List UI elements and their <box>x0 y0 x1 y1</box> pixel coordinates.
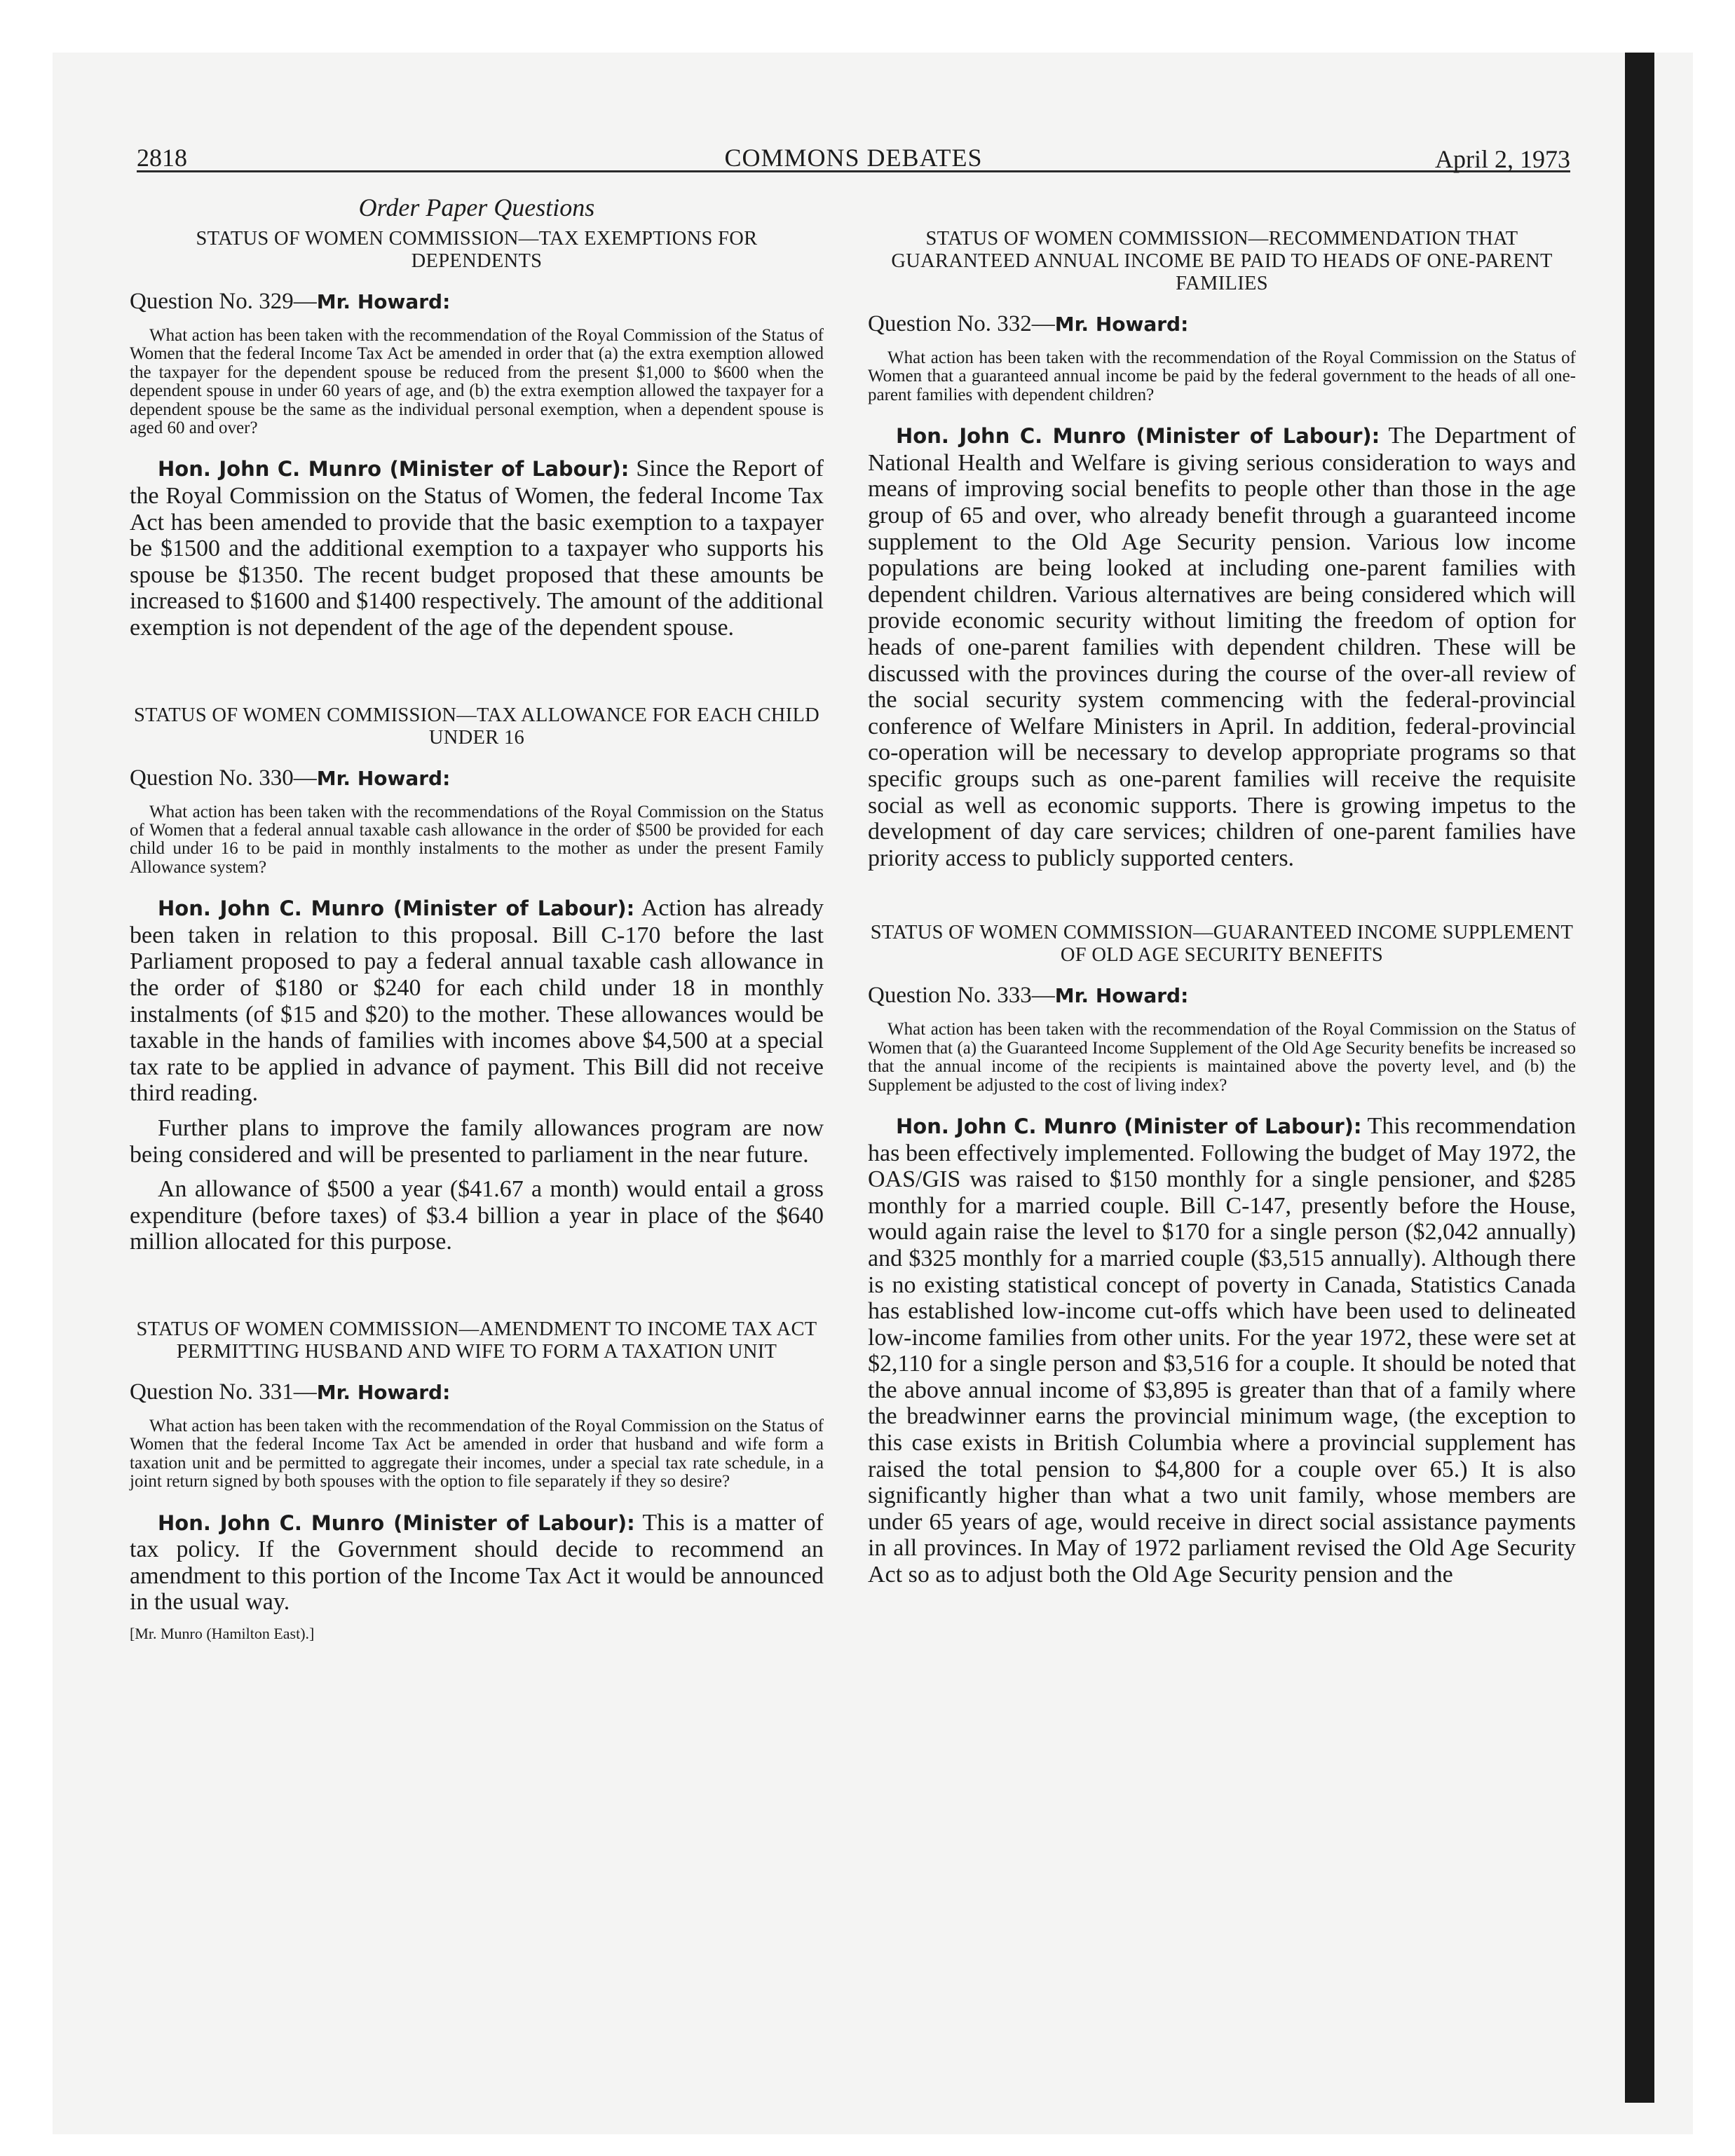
page-number: 2818 <box>137 144 187 172</box>
spacer <box>130 1264 824 1318</box>
answer-333 <box>868 1113 1576 1588</box>
question-331-title: STATUS OF WOMEN COMMISSION—AMENDMENT TO INCOME TAX ACT PERMITTING HUSBAND AND WIFE TO FORM A TAXATION UNIT <box>136 1318 817 1363</box>
spacer <box>868 193 1576 228</box>
questioner-name: Mr. Howard: <box>1054 984 1189 1008</box>
spacer <box>868 880 1576 922</box>
answer-330-paragraph-2: Further plans to improve the family allowances program are now being considered and will be presented to parliament in the near future. <box>130 1114 824 1168</box>
speaker-name: Hon. John C. Munro (Minister of Labour): <box>896 1114 1362 1138</box>
question-number-label: Question No. 330— <box>130 765 317 791</box>
question-329-number <box>130 288 824 315</box>
question-330-number <box>130 765 824 792</box>
answer-330 <box>130 895 824 1107</box>
question-332-title: STATUS OF WOMEN COMMISSION—RECOMMENDATION THAT GUARANTEED ANNUAL INCOME BE PAID TO HEADS OF ONE-PARENT FAMILIES <box>891 228 1553 294</box>
questioner-name: Mr. Howard: <box>316 766 451 790</box>
question-333-text: What action has been taken with the recommendation of the Royal Commission on the Status of Women that (a) the Guaranteed Income Supplement of the Old Age Security benefits be increased so that the annual income of the recipients is maintained above the poverty level, and (b) the Supplement be adjusted to the cost of living index? <box>868 1020 1576 1095</box>
publication-title: COMMONS DEBATES <box>724 144 983 172</box>
questioner-name: Mr. Howard: <box>1054 313 1189 336</box>
answer-331 <box>130 1510 824 1616</box>
question-329-title: STATUS OF WOMEN COMMISSION—TAX EXEMPTIONS FOR DEPENDENTS <box>196 228 758 272</box>
speaker-name: Hon. John C. Munro (Minister of Labour): <box>158 457 630 482</box>
answer-330-paragraph-3: An allowance of $500 a year ($41.67 a month) would entail a gross expenditure (before taxes) of $3.4 billion a year in place of the $640 million allocated for this purpose. <box>130 1176 824 1255</box>
section-heading: Order Paper Questions <box>358 193 595 221</box>
speaker-name: Hon. John C. Munro (Minister of Labour): <box>158 1510 635 1535</box>
question-333-title: STATUS OF WOMEN COMMISSION—GUARANTEED INCOME SUPPLEMENT OF OLD AGE SECURITY BENEFITS <box>870 922 1574 967</box>
page-header <box>137 137 1570 172</box>
answer-331-text: This is a matter of tax policy. If the Government should decide to recommend an amendment to this portion of the Income Tax Act it would be announced in the usual way. <box>130 1509 824 1616</box>
question-330-title: STATUS OF WOMEN COMMISSION—TAX ALLOWANCE FOR EACH CHILD UNDER 16 <box>133 704 820 749</box>
question-333-number <box>868 982 1576 1009</box>
right-column <box>868 193 1576 1597</box>
answer-332 <box>868 423 1576 871</box>
question-332-number <box>868 311 1576 338</box>
question-number-label: Question No. 332— <box>868 311 1055 336</box>
question-332-text: What action has been taken with the recommendation of the Royal Commission on the Status of Women that a guaranteed annual income be paid by the federal government to the heads of all one-parent families with dependent children? <box>868 348 1576 404</box>
left-column <box>130 193 824 1644</box>
spacer <box>130 650 824 704</box>
question-number-label: Question No. 333— <box>868 983 1055 1009</box>
question-number-label: Question No. 329— <box>130 289 317 314</box>
question-331-number <box>130 1379 824 1406</box>
speaker-name: Hon. John C. Munro (Minister of Labour): <box>158 896 635 921</box>
publication-date: April 2, 1973 <box>1435 145 1570 173</box>
answer-333-text: This recommendation has been effectively implemented. Following the budget of May 1972, the OAS/GIS was raised to $150 monthly for a single pensioner, and $285 monthly for a married couple. Bill C-147, presently before the House, would again raise the level to $170 for a single person ($2,042 annually) and $325 monthly for a married couple ($3,515 annually). Although there is no existing statistical concept of poverty in Canada, Statistics Canada has established low-income cut-offs which have been used to delineated low-income families from other units. For the year 1972, these were set at $2,110 for a single person and $3,516 for a couple. It should be noted that the above annual income of $3,895 is greater than that of a family where the breadwinner earns the provincial minimum wage, (the exception to this case exists in British Columbia where a provincial supplement has raised the total pension to $4,800 for a couple over 65.) It is also significantly higher than what a two unit family, whose members are under 65 years of age, would receive in direct social assistance payments in all provinces. In May of 1972 parliament revised the Old Age Security Act so as to adjust both the Old Age Security pension and the <box>868 1112 1576 1588</box>
answer-330-text: Action has already been taken in relation to this proposal. Bill C-170 before the last Parliament proposed to pay a federal annual taxable cash allowance in the order of $180 or $240 for each child under 18 in monthly instalments (of $15 and $20) to the mother. These allowances would be taxable in the hands of families with incomes above $4,500 at a special tax rate to be applied in advance of payment. This Bill did not receive third reading. <box>130 895 824 1107</box>
question-329-text: What action has been taken with the recommendation of the Royal Commission of the Status of Women that the federal Income Tax Act be amended in order that (a) the extra exemption allowed the taxpayer for the dependent spouse be reduced from the present $1,000 to $600 when the dependent spouse in under 60 years of age, and (b) the extra exemption allowed the taxpayer for a dependent spouse be the same as the individual personal exemption, when a dependent spouse is aged 60 and over? <box>130 326 824 438</box>
question-number-label: Question No. 331— <box>130 1379 317 1405</box>
questioner-name: Mr. Howard: <box>316 1380 451 1404</box>
speaker-name: Hon. John C. Munro (Minister of Labour): <box>896 424 1380 449</box>
answer-332-text: The Department of National Health and Welfare is giving serious consideration to ways and means of improving social benefits to people other than those in the age group of 65 and over, who already benefit through a guaranteed income supplement to the Old Age Security pension. Various low income populations are being looked at including one-parent families with dependent children. Various alternatives are being considered which will provide economic security without limiting the freedom of option for heads of one-parent families with dependent children. These will be discussed with the provinces during the course of the over-all review of the social security system commencing with the federal-provincial conference of Welfare Ministers in April. In addition, federal-provincial co-operation will be necessary to develop appropriate programs so that specific groups such as one-parent families will receive the requisite social as well as economic supports. There is growing impetus to the development of day care services; children of one-parent families have priority access to publicly supported centers. <box>868 423 1576 871</box>
question-330-text: What action has been taken with the recommendations of the Royal Commission on the Status of Women that a federal annual taxable cash allowance in the order of $500 be provided for each child under 16 to be paid in monthly instalments to the mother as under the present Family Allowance system? <box>130 802 824 877</box>
question-331-text: What action has been taken with the recommendation of the Royal Commission on the Status of Women that the federal Income Tax Act be amended in order that husband and wife form a taxation unit and be permitted to aggregate their incomes, under a special tax rate schedule, in a joint return signed by both spouses with the option to file separately if they so desire? <box>130 1416 824 1492</box>
speaker-footnote: [Mr. Munro (Hamilton East).] <box>130 1624 315 1642</box>
questioner-name: Mr. Howard: <box>316 290 451 313</box>
answer-329-text: Since the Report of the Royal Commission on the Status of Women, the federal Income Tax Act has been amended to provide that the basic exemption to a taxpayer be $1500 and the additional exemption to a taxpayer who supports his spouse be $1350. The recent budget proposed that these amounts be increased to $1600 and $1400 respectively. The amount of the additional exemption is not dependent of the age of the dependent spouse. <box>130 456 824 641</box>
scan-edge-bar <box>1625 53 1654 2103</box>
answer-329 <box>130 456 824 641</box>
